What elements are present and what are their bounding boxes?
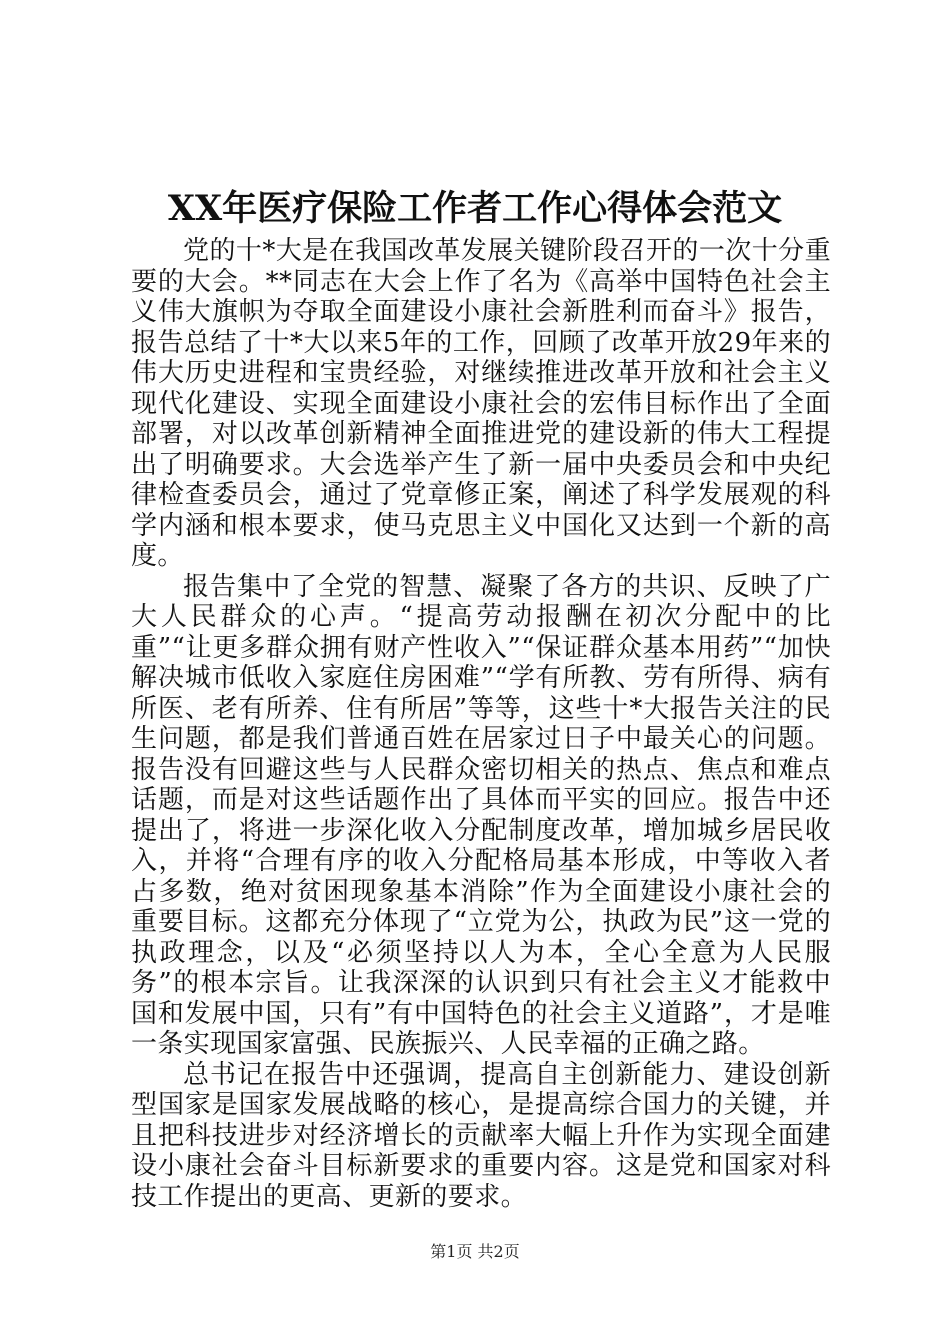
- paragraph-2: 报告集中了全党的智慧、凝聚了各方的共识、反映了广大人民群众的心声。“提高劳动报酬在初次分配中的比重”“让更多群众拥有财产性收入”“保证群众基本用药”“加快解决城市低收入家庭住房困难”“学有所教、劳有所得、病有所医、老有所养、住有所居”等等，这些十*大报告关注的民生问题，都是我们普通百姓在居家过日子中最关心的问题。报告没有回避这些与人民群众密切相关的热点、焦点和难点话题，而是对这些话题作出了具体而平实的回应。报告中还提出了，将进一步深化收入分配制度改革，增加城乡居民收入，并将“合理有序的收入分配格局基本形成，中等收入者占多数，绝对贫困现象基本消除”作为全面建设小康社会的重要目标。这都充分体现了“立党为公，执政为民”这一党的执政理念，以及“必须坚持以人为本，全心全意为人民服务”的根本宗旨。让我深深的认识到只有社会主义才能救中国和发展中国，只有”有中国特色的社会主义道路”，才是唯一条实现国家富强、民族振兴、人民幸福的正确之路。: [131, 571, 831, 1059]
- document-body: [131, 236, 831, 1212]
- page-footer: 第1页 共2页: [430, 1242, 520, 1261]
- paragraph-1: 党的十*大是在我国改革发展关键阶段召开的一次十分重要的大会。**同志在大会上作了名为《高举中国特色社会主义伟大旗帜为夺取全面建设小康社会新胜利而奋斗》报告，报告总结了十*大以来5年的工作，回顾了改革开放29年来的伟大历史进程和宝贵经验，对继续推进改革开放和社会主义现代化建设、实现全面建设小康社会的宏伟目标作出了全面部署，对以改革创新精神全面推进党的建设新的伟大工程提出了明确要求。大会选举产生了新一届中央委员会和中央纪律检查委员会，通过了党章修正案，阐述了科学发展观的科学内涵和根本要求，使马克思主义中国化又达到一个新的高度。: [131, 236, 831, 571]
- document-title: XX年医疗保险工作者工作心得体会范文: [167, 188, 783, 229]
- paragraph-3: 总书记在报告中还强调，提高自主创新能力、建设创新型国家是国家发展战略的核心，是提高综合国力的关键，并且把科技进步对经济增长的贡献率大幅上升作为实现全面建设小康社会奋斗目标新要求的重要内容。这是党和国家对科技工作提出的更高、更新的要求。: [131, 1059, 831, 1212]
